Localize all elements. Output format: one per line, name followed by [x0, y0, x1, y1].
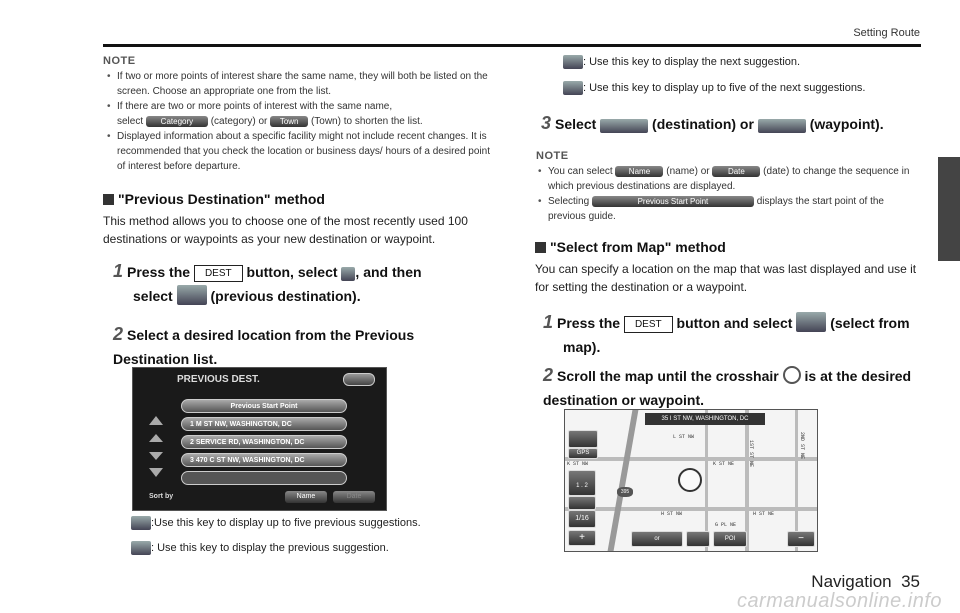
- zoom-in-button[interactable]: +: [568, 530, 596, 546]
- scale-button[interactable]: 1/16: [568, 510, 596, 528]
- back-button[interactable]: [343, 373, 375, 386]
- highway-shield: 395: [617, 487, 633, 497]
- note-item: • Selecting Previous Start Point displays the start point of the previous guide.: [538, 194, 920, 224]
- set-dest-or-waypoint-button[interactable]: or: [631, 531, 683, 547]
- name-button[interactable]: Name: [615, 166, 663, 177]
- watermark: carmanualsonline.info: [736, 590, 942, 612]
- dest-button[interactable]: DEST: [624, 316, 673, 333]
- footer-section: Navigation: [811, 572, 892, 591]
- date-button[interactable]: Date: [712, 166, 760, 177]
- list-item-empty[interactable]: [181, 471, 347, 485]
- section-heading: "Previous Destination" method: [103, 191, 325, 207]
- note-label: NOTE: [536, 150, 569, 162]
- poi-button[interactable]: POI: [713, 531, 747, 547]
- zoom-panel[interactable]: 1 . 2: [568, 470, 596, 496]
- scroll-up-icon[interactable]: [149, 434, 163, 442]
- header-section-title: Setting Route: [853, 27, 920, 39]
- search-icon[interactable]: [686, 531, 710, 547]
- note-list: [538, 164, 920, 224]
- map-location-label: 35 I ST NW, WASHINGTON, DC: [645, 413, 765, 425]
- note-item: • Displayed information about a specific facility might not include recent changes. It is recommended that you check the location or business days/ hours of a desired point of interest before departure.: [107, 129, 497, 174]
- sort-name-button[interactable]: Name: [285, 491, 327, 503]
- note-item: • If two or more points of interest share the same name, they will both be listed on the screen. Choose an appropriate one from the list.: [107, 69, 497, 99]
- waypoint-icon[interactable]: [758, 119, 806, 133]
- previous-destination-icon[interactable]: [177, 285, 207, 305]
- scroll-up-icon: [131, 541, 151, 555]
- previous-start-point-button[interactable]: Previous Start Point: [181, 399, 347, 413]
- list-item[interactable]: 3 470 C ST NW, WASHINGTON, DC: [181, 453, 347, 467]
- map-view-button[interactable]: [568, 496, 596, 510]
- section-heading: "Select from Map" method: [535, 239, 726, 255]
- key-description: : Use this key to display the next suggestion.: [563, 53, 800, 71]
- arrow-icon[interactable]: [341, 267, 355, 281]
- step-1: 1 Press the DEST button, select , and then select (previous destination).: [113, 261, 422, 304]
- gps-button[interactable]: GPS: [568, 448, 598, 459]
- page-up-icon: [131, 516, 151, 530]
- previous-dest-screen: [132, 367, 387, 511]
- note-item: • You can select Name (name) or Date (date) to change the sequence in which previous destinations are displayed.: [538, 164, 920, 194]
- previous-start-point-button[interactable]: Previous Start Point: [592, 196, 754, 207]
- page-down-icon[interactable]: [149, 468, 163, 477]
- list-item[interactable]: 1 M ST NW, WASHINGTON, DC: [181, 417, 347, 431]
- sort-date-button[interactable]: Date: [333, 491, 375, 503]
- scroll-down-icon[interactable]: [149, 452, 163, 460]
- crosshair-icon: [783, 366, 801, 384]
- destination-icon[interactable]: [600, 119, 648, 133]
- map-screen[interactable]: 35 I ST NW, WASHINGTON, DC L ST NW K ST NW K ST NE H ST NW H ST NE G PL NE 1ST ST NE 2ND ST NE 395 GPS 1 . 2 1/16 + or POI −: [564, 409, 818, 552]
- header-rule: [103, 44, 921, 47]
- section-body: This method allows you to choose one of the most recently used 100 destinations or waypoints as your new destination or waypoint.: [103, 214, 468, 246]
- key-description: : Use this key to display up to five of the next suggestions.: [563, 79, 866, 97]
- sort-by-label: Sort by: [149, 493, 174, 500]
- key-description: : Use this key to display the previous suggestion.: [131, 539, 389, 557]
- step-2: 2 Scroll the map until the crosshair is at the desired destination or waypoint.: [543, 365, 912, 408]
- zoom-out-button[interactable]: −: [787, 531, 815, 547]
- key-description: :Use this key to display up to five previous suggestions.: [131, 514, 421, 532]
- page-down-icon: [563, 81, 583, 95]
- dest-button[interactable]: DEST: [194, 265, 243, 282]
- note-item: • If there are two or more points of interest with the same name, select Category (category) or Town (Town) to shorten the list.: [107, 99, 497, 129]
- category-button[interactable]: Category: [146, 116, 208, 127]
- list-item[interactable]: 2 SERVICE RD, WASHINGTON, DC: [181, 435, 347, 449]
- step-2: 2 Select a desired location from the Previous Destination list.: [113, 324, 415, 367]
- section-body: You can specify a location on the map that was last displayed and use it for setting the destination or a waypoint.: [535, 262, 917, 294]
- note-list: [107, 69, 497, 174]
- screen-title: PREVIOUS DEST.: [177, 374, 260, 385]
- crosshair-icon: [678, 468, 702, 492]
- map-heading-button[interactable]: [568, 430, 598, 448]
- page-number: 35: [901, 572, 920, 591]
- select-from-map-icon[interactable]: [796, 312, 826, 332]
- page-up-icon[interactable]: [149, 416, 163, 425]
- town-button[interactable]: Town: [270, 116, 308, 127]
- note-label: NOTE: [103, 55, 136, 67]
- step-3: 3 Select (destination) or (waypoint).: [541, 113, 884, 133]
- scroll-down-icon: [563, 55, 583, 69]
- footer: [811, 572, 920, 592]
- side-thumb-tab: [938, 157, 960, 261]
- step-1: 1 Press the DEST button and select (select from map).: [543, 312, 910, 355]
